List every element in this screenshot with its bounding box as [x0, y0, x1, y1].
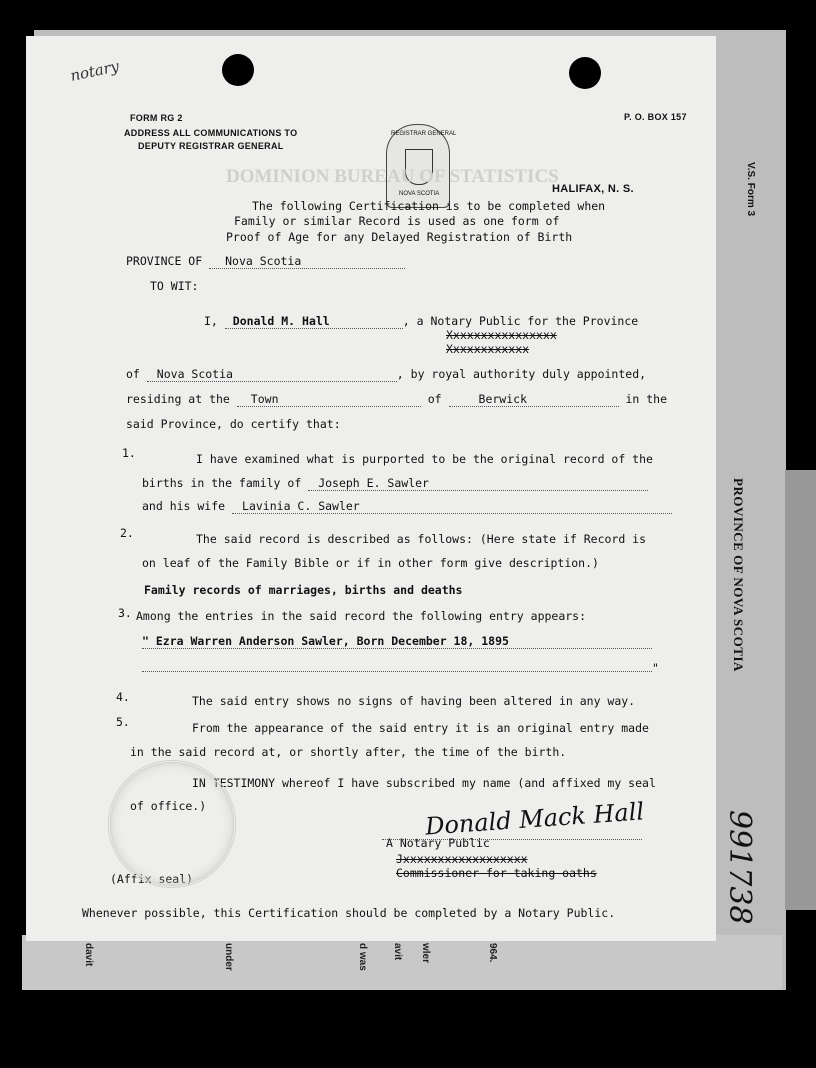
strip-word: d was: [357, 943, 368, 971]
intro-line: Family or similar Record is used as one form of: [234, 214, 560, 228]
of-province-field: Nova Scotia: [147, 367, 397, 382]
province-field: Nova Scotia: [209, 254, 405, 269]
certification-page: FORM RG 2 ADDRESS ALL COMMUNICATIONS TO DEPUTY REGISTRAR GENERAL P. O. BOX 157 REGISTRAR GENERAL NOVA SCOTIA DOMINION BUREAU OF STATISTICS HALIFAX, N. S. The following Certification is to be completed when Family or similar Record is used as one form of Proof of Age for any Delayed Registration of Birth PROVINCE OF Nova Scotia TO WIT: I, Donald M. Hall , a Notary Public for the Province Xxxxxxxxxxxxxxxx Xxxxxxxxxxxx of Nova Scotia , by royal authority duly appointed, residing at the Town of Berwick in the said Province, do certify that: 1. I have examined what is purported to be the original record of the births in the family of Joseph E. Sawler and his wife Lavinia C. Sawler 2. The said record is described as follows: (Here state if Record is on leaf of the Family Bible or if in other form give description.) Family records of marriages, births and deaths 3. Among the entries in the said record the following entry appears: " Ezra Warren Anderson Sawler, Born December 18, 1895 " 4. The said entry shows no signs of having been altered in any way. 5. From the appearance of the said entry it is an original entry made in the said record at, or shortly after, the time of the birth. IN TESTIMONY whereof I have subscribed my name (and affixed my seal of office.) A Notary Public Jxxxxxxxxxxxxxxxxxx Commissioner for taking oaths (Affix seal) Whenever possible, this Certification should be completed by a Notary Public.: [26, 36, 716, 941]
punch-hole: [569, 57, 601, 89]
birth-entry-continuation: [142, 671, 652, 672]
mother-field: Lavinia C. Sawler: [232, 499, 672, 514]
paragraph-2: on leaf of the Family Bible or if in other form give description.): [142, 556, 599, 570]
struck-text: Commissioner for taking oaths: [396, 866, 597, 880]
birth-entry-field: " Ezra Warren Anderson Sawler, Born December 18, 1895: [142, 634, 652, 649]
address-line: ADDRESS ALL COMMUNICATIONS TO: [124, 128, 298, 138]
punch-hole: [222, 54, 254, 86]
side-province-label: PROVINCE OF NOVA SCOTIA: [731, 478, 746, 672]
strip-word: davit: [83, 943, 94, 967]
paragraph-5: From the appearance of the said entry it is an original entry made: [192, 721, 649, 735]
father-field: Joseph E. Sawler: [308, 476, 648, 491]
form-number: FORM RG 2: [130, 113, 183, 123]
strip-word: 964.: [487, 943, 498, 963]
strip-word: under: [223, 943, 234, 971]
struck-text: Xxxxxxxxxxxxxxxx: [446, 328, 557, 342]
town-field: Berwick: [449, 392, 619, 407]
handwritten-file-number: 991738: [722, 810, 757, 925]
city: HALIFAX, N. S.: [552, 183, 634, 195]
embossed-notary-seal: [108, 760, 236, 888]
intro-line: The following Certification is to be completed when: [252, 199, 606, 213]
footer-instruction: Whenever possible, this Certification should be completed by a Notary Public.: [82, 906, 616, 920]
registrar-general-seal: REGISTRAR GENERAL NOVA SCOTIA: [386, 124, 450, 208]
address-line: DEPUTY REGISTRAR GENERAL: [138, 141, 284, 151]
paragraph-3: Among the entries in the said record the following entry appears:: [136, 609, 587, 623]
notary-name-field: Donald M. Hall: [225, 314, 403, 329]
strip-word: avit: [392, 943, 403, 961]
testimony: of office.): [130, 799, 207, 813]
residing-field: Town: [237, 392, 421, 407]
affix-seal: (Affix seal): [110, 872, 194, 886]
underlying-form-strip: [22, 935, 782, 990]
paragraph-2: The said record is described as follows: (Here state if Record is: [196, 532, 647, 546]
province-label: PROVINCE OF: [126, 254, 203, 268]
intro-line: Proof of Age for any Delayed Registration of Birth: [226, 230, 573, 244]
struck-text: Jxxxxxxxxxxxxxxxxxx: [396, 852, 528, 866]
bureau-watermark: DOMINION BUREAU OF STATISTICS: [226, 166, 559, 187]
side-form-label: V.S. Form 3: [745, 162, 756, 217]
struck-text: Xxxxxxxxxxxx: [446, 342, 530, 356]
notary-title: A Notary Public: [386, 836, 490, 850]
paragraph-4: The said entry shows no signs of having been altered in any way.: [192, 694, 636, 708]
po-box: P. O. BOX 157: [624, 112, 687, 122]
record-description: Family records of marriages, births and deaths: [144, 583, 463, 597]
paragraph-5: in the said record at, or shortly after, the time of the birth.: [130, 745, 567, 759]
said-province: said Province, do certify that:: [126, 417, 341, 431]
handwritten-note: notary: [68, 57, 121, 85]
strip-word: wler: [420, 943, 431, 964]
file-tab: [785, 470, 816, 910]
paragraph-1: I have examined what is purported to be the original record of the: [196, 452, 653, 466]
notary-signature: Donald Mack Hall: [424, 797, 645, 841]
to-wit: TO WIT:: [150, 279, 199, 293]
testimony: IN TESTIMONY whereof I have subscribed my name (and affixed my seal: [192, 776, 656, 790]
